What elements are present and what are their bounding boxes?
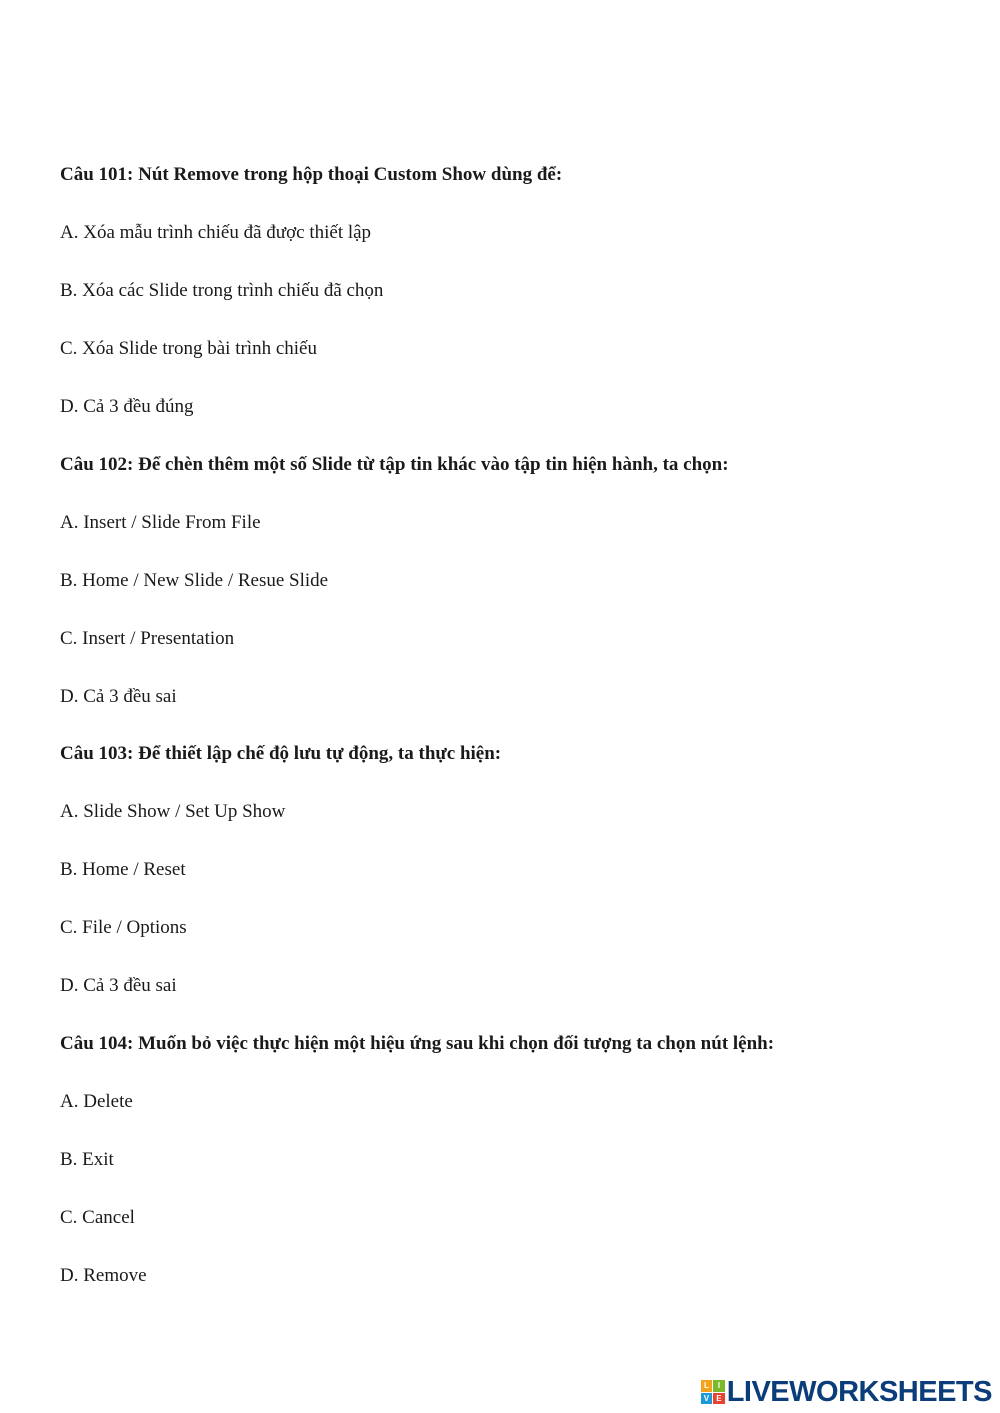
option-102-d: D. Cả 3 đều sai: [60, 686, 177, 707]
logo-letter-e: E: [713, 1393, 725, 1405]
option-101-a: A. Xóa mẫu trình chiếu đã được thiết lập: [60, 222, 372, 243]
logo-letter-v: V: [701, 1393, 713, 1405]
option-101-d: D. Cả 3 đều đúng: [60, 396, 194, 417]
option-101-c: C. Xóa Slide trong bài trình chiếu: [60, 338, 317, 359]
question-104: Câu 104: Muốn bỏ việc thực hiện một hiệu ứng sau khi chọn đối tượng ta chọn nút lệnh:: [60, 1033, 775, 1054]
option-102-c: C. Insert / Presentation: [60, 628, 235, 649]
option-104-d: D. Remove: [60, 1265, 147, 1286]
liveworksheets-wordmark: LIVEWORKSHEETS: [726, 1375, 992, 1408]
liveworksheets-logo[interactable]: [701, 1377, 992, 1407]
question-101: Câu 101: Nút Remove trong hộp thoại Custom Show dùng để:: [60, 164, 563, 185]
option-103-c: C. File / Options: [60, 917, 187, 938]
liveworksheets-logo-icon: [701, 1380, 725, 1404]
option-103-b: B. Home / Reset: [60, 859, 186, 880]
option-104-a: A. Delete: [60, 1091, 133, 1112]
logo-letter-i: I: [713, 1380, 725, 1392]
option-104-c: C. Cancel: [60, 1207, 135, 1228]
logo-letter-l: L: [701, 1380, 713, 1392]
question-102: Câu 102: Để chèn thêm một số Slide từ tập tin khác vào tập tin hiện hành, ta chọn:: [60, 454, 729, 475]
option-103-a: A. Slide Show / Set Up Show: [60, 801, 286, 822]
option-101-b: B. Xóa các Slide trong trình chiếu đã chọn: [60, 280, 384, 301]
option-102-a: A. Insert / Slide From File: [60, 512, 261, 533]
option-104-b: B. Exit: [60, 1149, 114, 1170]
option-102-b: B. Home / New Slide / Resue Slide: [60, 570, 329, 591]
question-103: Câu 103: Để thiết lập chế độ lưu tự động, ta thực hiện:: [60, 743, 502, 764]
option-103-d: D. Cả 3 đều sai: [60, 975, 177, 996]
